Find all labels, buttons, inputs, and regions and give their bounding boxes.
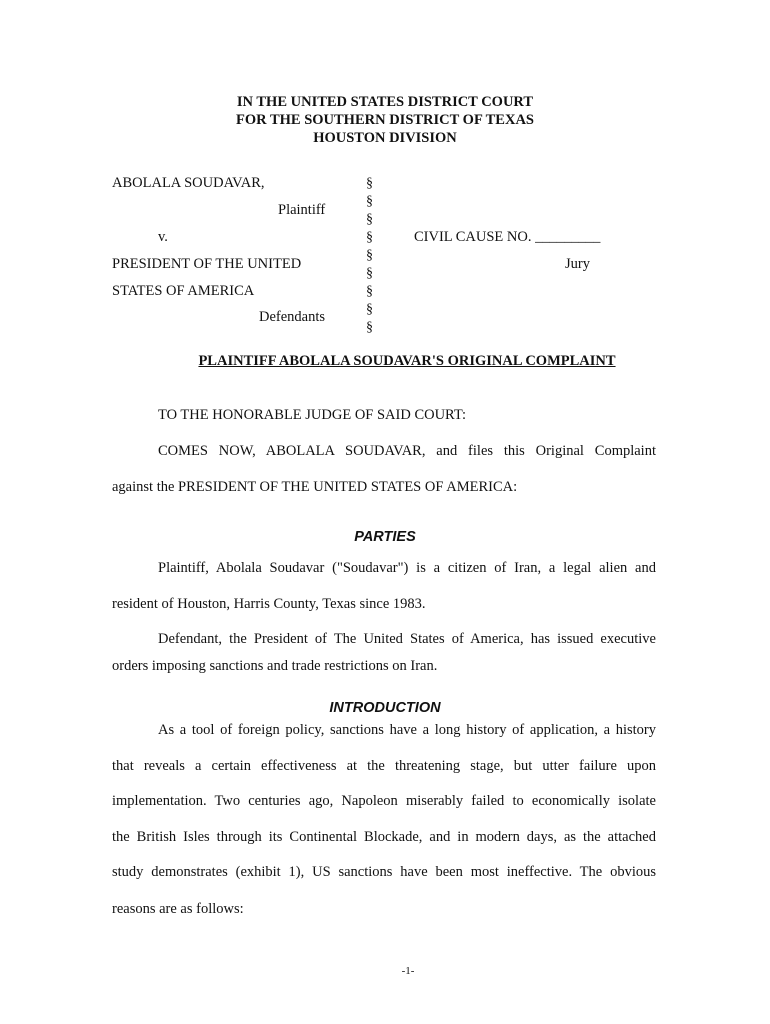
versus-label: v. (158, 229, 168, 245)
paragraph-line: As a tool of foreign policy, sanctions have a long history of application, a history (158, 722, 656, 738)
section-mark: § (366, 230, 373, 245)
introduction-heading: INTRODUCTION (329, 700, 441, 716)
paragraph-line: the British Isles through its Continental Blockade, and in modern days, as the attached (112, 829, 656, 845)
plaintiff-name: ABOLALA SOUDAVAR, (112, 175, 265, 191)
defendant-role: Defendants (259, 309, 326, 325)
paragraph-line: resident of Houston, Harris County, Texas since 1983. (112, 596, 426, 612)
paragraph-line: implementation. Two centuries ago, Napoleon miserably failed to economically isolate (112, 793, 656, 809)
defendant-name-line2: STATES OF AMERICA (112, 283, 255, 299)
complaint-title: PLAINTIFF ABOLALA SOUDAVAR'S ORIGINAL COMPLAINT (198, 353, 616, 369)
section-mark: § (366, 320, 373, 335)
paragraph-line: study demonstrates (exhibit 1), US sanctions have been most ineffective. The obvious (112, 864, 656, 880)
court-division: HOUSTON DIVISION (313, 130, 457, 146)
jury-label: Jury (565, 256, 590, 272)
section-mark: § (366, 302, 373, 317)
paragraph-line: Defendant, the President of The United States of America, has issued executive (158, 631, 656, 647)
section-mark: § (366, 284, 373, 299)
section-mark: § (366, 176, 373, 191)
intro-line: COMES NOW, ABOLALA SOUDAVAR, and files this Original Complaint (158, 443, 656, 459)
section-mark: § (366, 194, 373, 209)
section-mark: § (366, 266, 373, 281)
paragraph-line: that reveals a certain effectiveness at the threatening stage, but utter failure upon (112, 758, 656, 774)
intro-line: against the PRESIDENT OF THE UNITED STATES OF AMERICA: (112, 479, 518, 495)
salutation: TO THE HONORABLE JUDGE OF SAID COURT: (158, 407, 467, 423)
paragraph-line: reasons are as follows: (112, 901, 244, 917)
section-mark: § (366, 212, 373, 227)
court-district: FOR THE SOUTHERN DISTRICT OF TEXAS (235, 112, 534, 128)
civil-cause-number: CIVIL CAUSE NO. _________ (414, 229, 601, 245)
defendant-name-line1: PRESIDENT OF THE UNITED (112, 256, 302, 272)
paragraph-line: orders imposing sanctions and trade restrictions on Iran. (112, 658, 438, 674)
parties-heading: PARTIES (354, 529, 416, 545)
plaintiff-role: Plaintiff (278, 202, 326, 218)
page-number: -1- (401, 965, 415, 977)
section-mark: § (366, 248, 373, 263)
paragraph-line: Plaintiff, Abolala Soudavar ("Soudavar") is a citizen of Iran, a legal alien and (158, 560, 656, 576)
court-name: IN THE UNITED STATES DISTRICT COURT (236, 94, 534, 110)
